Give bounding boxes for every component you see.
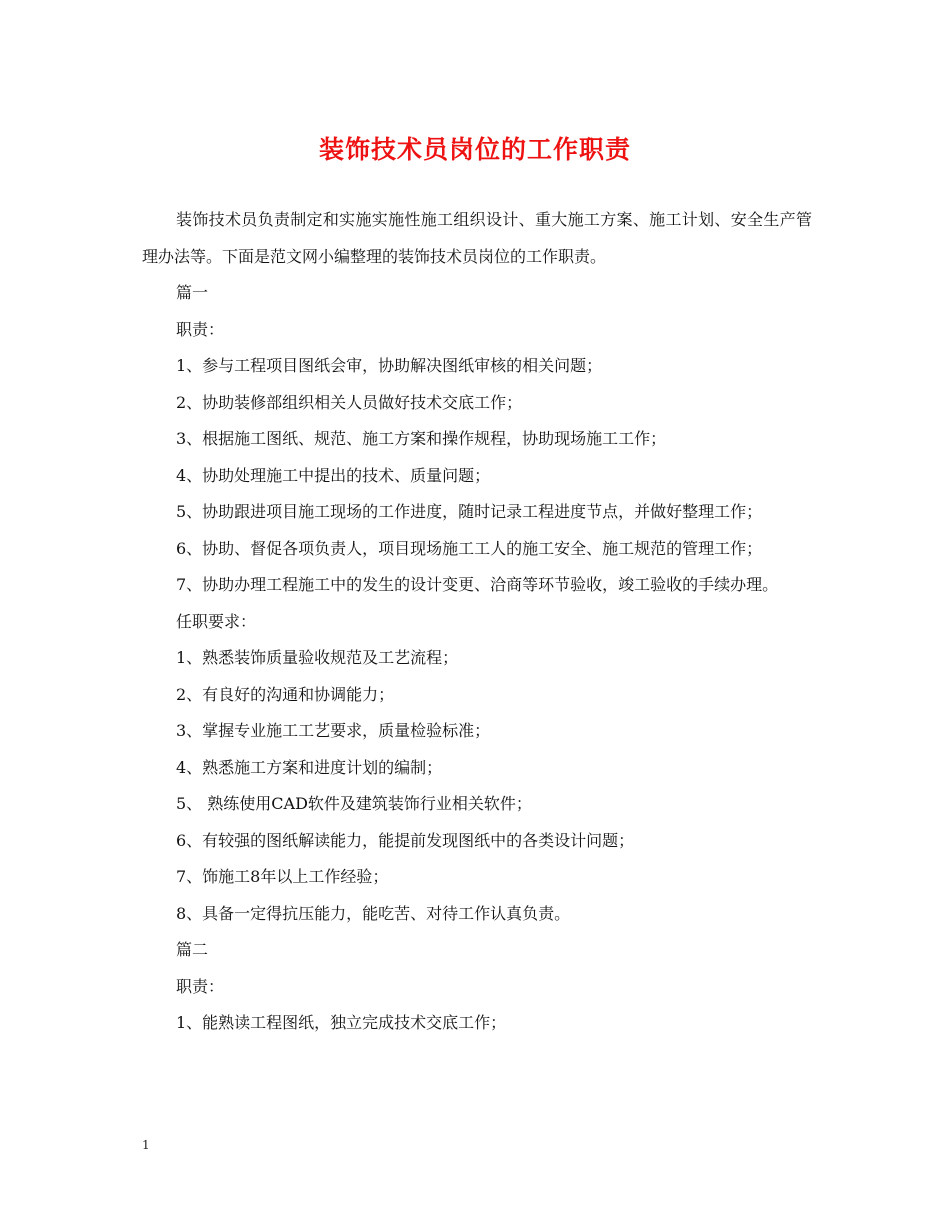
requirement-item: 1、熟悉装饰质量验收规范及工艺流程； (176, 648, 459, 667)
duty-item: 1、参与工程项目图纸会审，协助解决图纸审核的相关问题； (176, 356, 603, 375)
requirement-item: 3、掌握专业施工工艺要求，质量检验标准； (176, 721, 491, 740)
duties-heading: 职责： (176, 976, 225, 996)
requirement-item: 8、具备一定得抗压能力，能吃苦、对待工作认真负责。 (176, 903, 571, 923)
intro-paragraph: 装饰技术员负责制定和实施实施性施工组织设计、重大施工方案、施工计划、安全生产管理办法等。下面是范文网小编整理的装饰技术员岗位的工作职责。 (142, 210, 812, 266)
requirement-item: 7、饰施工8年以上工作经验； (176, 867, 389, 886)
duty-item: 5、协助跟进项目施工现场的工作进度，随时记录工程进度节点，并做好整理工作； (176, 502, 763, 521)
section-heading-part-two: 篇二 (176, 940, 209, 959)
section-heading-part-one: 篇一 (176, 283, 209, 302)
document-body (142, 202, 812, 1042)
requirement-item: 4、熟悉施工方案和进度计划的编制； (176, 757, 443, 777)
duties-heading: 职责： (176, 319, 225, 339)
requirements-heading: 任职要求： (176, 611, 257, 631)
duty-item: 4、协助处理施工中提出的技术、质量问题； (176, 465, 491, 485)
duty-item: 3、根据施工图纸、规范、施工方案和操作规程，协助现场施工工作； (176, 429, 667, 448)
duty-item: 2、协助装修部组织相关人员做好技术交底工作； (176, 392, 523, 412)
requirement-item: 6、有较强的图纸解读能力，能提前发现图纸中的各类设计问题； (176, 830, 635, 850)
requirement-item: 5、 熟练使用CAD软件及建筑装饰行业相关软件； (176, 794, 532, 813)
duty-item: 1、能熟读工程图纸，独立完成技术交底工作； (176, 1013, 507, 1032)
requirement-item: 2、有良好的沟通和协调能力； (176, 684, 395, 704)
duty-item: 7、协助办理工程施工中的发生的设计变更、洽商等环节验收，竣工验收的手续办理。 (176, 575, 779, 594)
document-title: 装饰技术员岗位的工作职责 (318, 135, 631, 164)
page-number: 1 (142, 1138, 150, 1152)
duty-item: 6、协助、督促各项负责人，项目现场施工工人的施工安全、施工规范的管理工作； (176, 538, 763, 558)
